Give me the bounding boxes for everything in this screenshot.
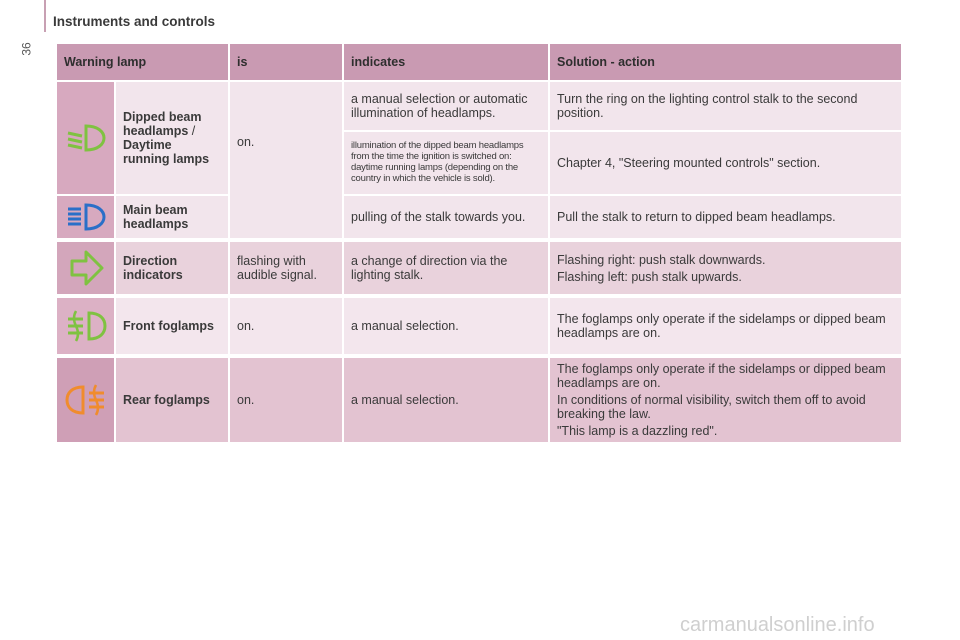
solution-direction-right: Flashing right: push stalk downwards. xyxy=(557,252,766,267)
indicates-dipped-1: a manual selection or automatic illumination of headlamps. xyxy=(344,82,550,132)
solution-rear-fog-2: In conditions of normal visibility, switch them off to avoid breaking the law. xyxy=(557,393,866,421)
solution-dipped-1: Turn the ring on the lighting control stalk to the second position. xyxy=(550,82,903,132)
header-warning-lamp: Warning lamp xyxy=(57,44,230,80)
lamp-name-rear-fog: Rear foglamps xyxy=(116,358,230,444)
table-row-dipped-beam xyxy=(57,82,903,132)
direction-indicator-icon xyxy=(57,248,114,288)
page-edge-bar xyxy=(44,0,46,32)
solution-main-beam: Pull the stalk to return to dipped beam headlamps. xyxy=(550,196,903,240)
solution-direction xyxy=(550,242,903,296)
table-row-front-fog xyxy=(57,298,903,356)
indicates-main-beam: pulling of the stalk towards you. xyxy=(344,196,550,240)
solution-rear-fog xyxy=(550,358,903,444)
lamp-state-direction: flashing with audible signal. xyxy=(230,242,344,296)
indicates-front-fog: a manual selection. xyxy=(344,298,550,356)
solution-direction-left: Flashing left: push stalk upwards. xyxy=(557,269,742,284)
solution-rear-fog-3: "This lamp is a dazzling red". xyxy=(557,424,718,438)
table-row-direction xyxy=(57,242,903,296)
lamp-name-main-beam: Main beam headlamps xyxy=(116,196,230,240)
warning-lamp-table xyxy=(57,44,903,444)
rear-foglamp-icon-cell xyxy=(57,358,116,444)
dipped-beam-icon-cell xyxy=(57,82,116,196)
solution-dipped-2: Chapter 4, "Steering mounted controls" section. xyxy=(550,132,903,196)
indicates-dipped-2: illumination of the dipped beam headlamps from the time the ignition is switched on: daytime running lamps (depending on the country in which the vehicle is sold). xyxy=(344,132,550,196)
header-is: is xyxy=(230,44,344,80)
dipped-beam-icon xyxy=(57,121,114,155)
table-row-rear-fog xyxy=(57,358,903,444)
lamp-state-front-fog: on. xyxy=(230,298,344,356)
front-foglamp-icon-cell xyxy=(57,298,116,356)
header-solution: Solution - action xyxy=(550,44,903,80)
watermark: carmanualsonline.info xyxy=(680,614,875,636)
solution-rear-fog-1: The foglamps only operate if the sidelamps or dipped beam headlamps are on. xyxy=(557,362,886,390)
lamp-name-direction: Direction indicators xyxy=(116,242,230,296)
front-foglamp-icon xyxy=(57,308,114,344)
indicates-direction: a change of direction via the lighting stalk. xyxy=(344,242,550,296)
solution-front-fog: The foglamps only operate if the sidelamps or dipped beam headlamps are on. xyxy=(550,298,903,356)
table-row-main-beam xyxy=(57,196,903,240)
indicates-rear-fog: a manual selection. xyxy=(344,358,550,444)
page-number: 36 xyxy=(19,42,34,56)
lamp-name-dipped: Dipped beam headlamps / Daytime running lamps xyxy=(116,82,230,196)
main-beam-icon xyxy=(57,201,114,233)
direction-indicator-icon-cell xyxy=(57,242,116,296)
section-title: Instruments and controls xyxy=(53,14,216,29)
lamp-state-rear-fog: on. xyxy=(230,358,344,444)
lamp-state-dipped-main: on. xyxy=(230,82,344,240)
table-header-row xyxy=(57,44,903,80)
lamp-name-front-fog: Front foglamps xyxy=(116,298,230,356)
main-beam-icon-cell xyxy=(57,196,116,240)
header-indicates: indicates xyxy=(344,44,550,80)
rear-foglamp-icon xyxy=(57,382,114,418)
